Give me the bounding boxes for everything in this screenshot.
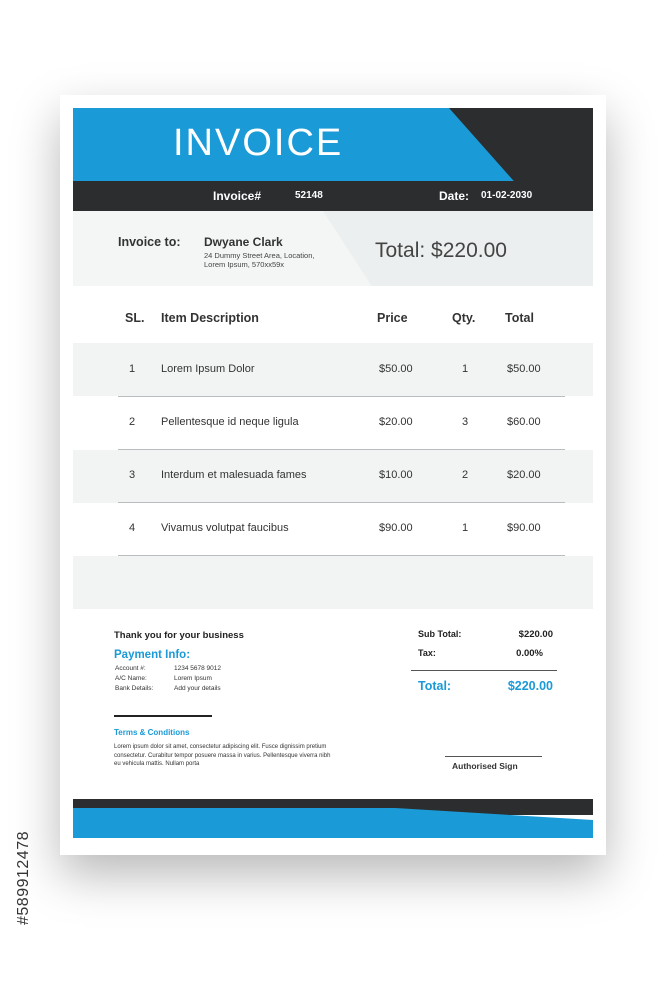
row-qty: 1 xyxy=(462,522,469,534)
row-total: $60.00 xyxy=(507,416,541,428)
client-name: Dwyane Clark xyxy=(204,235,283,249)
date-value: 01-02-2030 xyxy=(481,190,533,201)
terms-divider xyxy=(114,715,212,717)
authorised-sign-label: Authorised Sign xyxy=(452,761,518,771)
thank-you-note: Thank you for your business xyxy=(114,630,244,641)
row-divider xyxy=(118,502,565,503)
terms-title: Terms & Conditions xyxy=(114,728,190,737)
row-price: $90.00 xyxy=(379,522,413,534)
subtotal-label: Sub Total: xyxy=(418,629,462,639)
column-header-sl: SL. xyxy=(125,311,145,325)
row-qty: 3 xyxy=(462,416,469,428)
column-header-description: Item Description xyxy=(161,311,259,325)
invoice-number: 52148 xyxy=(295,190,323,201)
summary-divider xyxy=(411,670,557,671)
payment-info-title: Payment Info: xyxy=(114,649,191,661)
row-sl: 1 xyxy=(129,363,136,375)
row-price: $50.00 xyxy=(379,363,413,375)
payment-key: Bank Details: xyxy=(115,685,154,692)
grand-total-label: Total: xyxy=(418,679,452,693)
invoice-page xyxy=(73,108,593,838)
client-address: 24 Dummy Street Area, Location, Lorem Ipsum, 570xx59x xyxy=(204,251,315,269)
payment-value: Add your details xyxy=(174,685,221,692)
row-sl: 3 xyxy=(129,469,136,481)
row-description: Pellentesque id neque ligula xyxy=(161,416,299,428)
row-qty: 1 xyxy=(462,363,469,375)
row-total: $90.00 xyxy=(507,522,541,534)
row-total: $20.00 xyxy=(507,469,541,481)
payment-value: Lorem Ipsum xyxy=(174,675,212,682)
row-sl: 2 xyxy=(129,416,136,428)
row-price: $20.00 xyxy=(379,416,413,428)
payment-value: 1234 5678 9012 xyxy=(174,665,221,672)
subtotal-value: $220.00 xyxy=(518,629,553,640)
tax-label: Tax: xyxy=(418,648,436,658)
row-divider xyxy=(118,396,565,397)
row-total: $50.00 xyxy=(507,363,541,375)
invoice-to-label: Invoice to: xyxy=(118,235,181,249)
invoice-title: INVOICE xyxy=(173,122,344,164)
table-bottom-band xyxy=(73,556,593,609)
stock-image-id xyxy=(13,765,35,990)
payment-key: Account #: xyxy=(115,665,146,672)
tax-value: 0.00% xyxy=(516,648,543,659)
date-label: Date: xyxy=(439,189,470,203)
row-description: Vivamus volutpat faucibus xyxy=(161,522,289,534)
row-sl: 4 xyxy=(129,522,136,534)
total-amount-heading: Total: $220.00 xyxy=(375,239,507,262)
column-header-total: Total xyxy=(505,311,534,325)
row-description: Interdum et malesuada fames xyxy=(161,469,307,481)
row-price: $10.00 xyxy=(379,469,413,481)
column-header-price: Price xyxy=(377,311,408,325)
terms-text: Lorem ipsum dolor sit amet, consectetur adipiscing elit. Fusce dignissim pretium consectetur. Curabitur tempor posuere massa in varius. Pellentesque viverra nibh eu vehicula mattis. Nullam porta xyxy=(114,744,331,767)
invoice-number-label: Invoice# xyxy=(213,189,262,203)
header-info-bar xyxy=(73,181,593,211)
signature-line xyxy=(445,756,542,757)
row-qty: 2 xyxy=(462,469,469,481)
stock-image-id-text: #589912478 xyxy=(15,830,32,925)
row-description: Lorem Ipsum Dolor xyxy=(161,363,255,375)
grand-total-value: $220.00 xyxy=(507,679,553,693)
column-header-qty: Qty. xyxy=(452,311,476,325)
payment-key: A/C Name: xyxy=(115,675,147,682)
